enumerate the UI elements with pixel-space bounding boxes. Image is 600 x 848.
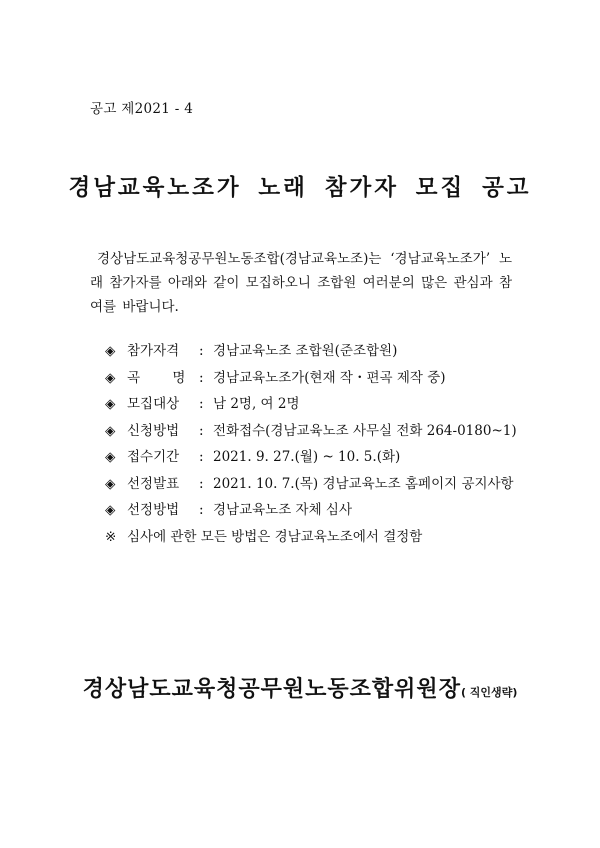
- diamond-bullet-icon: ◈: [105, 502, 116, 518]
- detail-item-apply-method: ◈ 신청방법 : 전화접수(경남교육노조 사무실 전화 264-0180~1): [105, 418, 517, 445]
- detail-value: 전화접수(경남교육노조 사무실 전화 264-0180~1): [213, 422, 517, 439]
- reference-mark-icon: ※: [105, 528, 117, 545]
- detail-list: [105, 338, 517, 550]
- seal-omitted-note: ( 직인생략): [460, 686, 518, 699]
- diamond-bullet-icon: ◈: [105, 343, 116, 359]
- detail-item-eligibility: ◈ 참가자격 : 경남교육노조 조합원(준조합원): [105, 338, 517, 365]
- diamond-bullet-icon: ◈: [105, 449, 116, 465]
- detail-label: 곡 명: [127, 369, 186, 386]
- detail-item-period: ◈ 접수기간 : 2021. 9. 27.(월) ~ 10. 5.(화): [105, 444, 517, 471]
- document-number: 공고 제2021 - 4: [90, 101, 194, 117]
- detail-note: [105, 524, 517, 551]
- detail-label: 선정방법: [127, 502, 180, 518]
- detail-label: 접수기간: [127, 449, 180, 465]
- detail-value: 경남교육노조 조합원(준조합원): [213, 343, 398, 359]
- detail-value: 2021. 9. 27.(월) ~ 10. 5.(화): [213, 449, 401, 465]
- detail-value: 남 2명, 여 2명: [213, 396, 300, 412]
- signature: [0, 672, 600, 703]
- diamond-bullet-icon: ◈: [105, 369, 116, 386]
- detail-item-recruits: ◈ 모집대상 : 남 2명, 여 2명: [105, 391, 517, 418]
- intro-paragraph: 경상남도교육청공무원노동조합(경남교육노조)는 ‘경남교육노조가’ 노래 참가자를 아래와 같이 모집하오니 조합원 여러분의 많은 관심과 참여를 바랍니다.: [90, 251, 512, 315]
- detail-label: 선정발표: [127, 475, 180, 492]
- detail-value: 2021. 10. 7.(목) 경남교육노조 홈페이지 공지사항: [213, 475, 514, 492]
- note-text: 심사에 관한 모든 방법은 경남교육노조에서 결정함: [127, 528, 423, 545]
- diamond-bullet-icon: ◈: [105, 475, 116, 492]
- detail-label: 신청방법: [127, 422, 180, 439]
- detail-label: 모집대상: [127, 396, 180, 412]
- detail-item-song: ◈ 곡 명 : 경남교육노조가(현재 작・편곡 제작 중): [105, 365, 517, 392]
- detail-value: 경남교육노조 자체 심사: [213, 502, 352, 518]
- signatory-name: 경상남도교육청공무원노동조합위원장: [82, 677, 461, 702]
- detail-label: 참가자격: [127, 343, 180, 359]
- diamond-bullet-icon: ◈: [105, 422, 116, 439]
- detail-item-selection: ◈ 선정방법 : 경남교육노조 자체 심사: [105, 497, 517, 524]
- detail-value: 경남교육노조가(현재 작・편곡 제작 중): [213, 369, 446, 386]
- document-title: 경남교육노조가 노래 참가자 모집 공고: [68, 175, 532, 201]
- diamond-bullet-icon: ◈: [105, 396, 116, 412]
- detail-item-announcement: ◈ 선정발표 : 2021. 10. 7.(목) 경남교육노조 홈페이지 공지사항: [105, 471, 517, 498]
